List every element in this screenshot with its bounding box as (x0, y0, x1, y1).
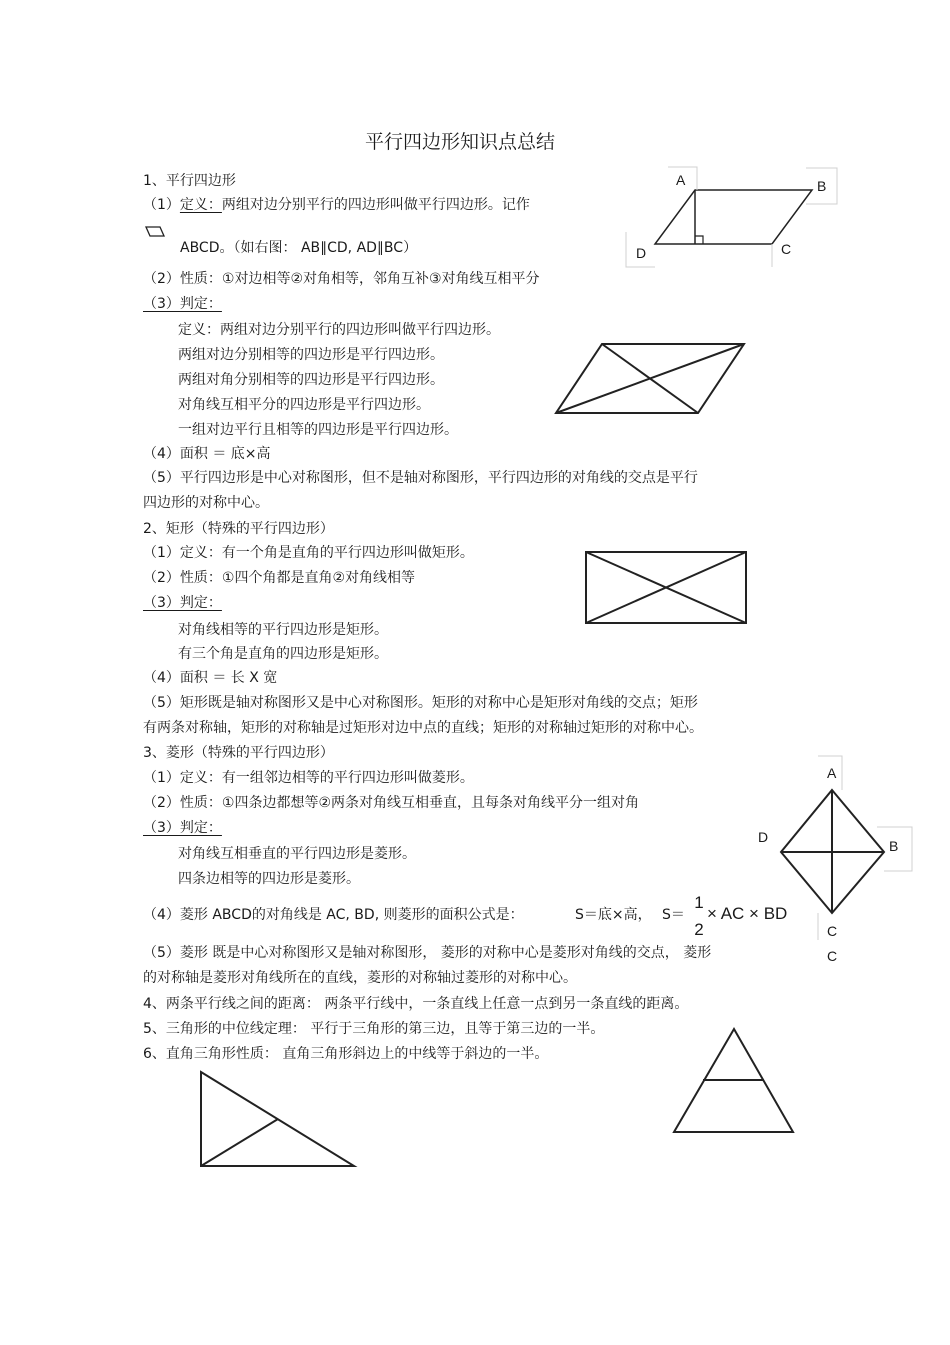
s1-def-text: 两组对边分别平行的四边形叫做平行四边形。记作 (221, 197, 530, 213)
s1-judge-1: 定义：两组对边分别平行的四边形叫做平行四边形。 (178, 322, 500, 338)
s1-judge-label: （3）判定： (143, 296, 222, 312)
s3-property: （2）性质：①四条边都想等②两条对角线互相垂直，且每条对角线平分一组对角 (143, 795, 640, 811)
s3-area-formula-tail: × AC × BD (707, 904, 788, 923)
s1-definition (143, 196, 530, 214)
s3-area-formula-1: S＝底×高， (575, 907, 652, 923)
s2-symmetry-line-1: （5）矩形既是轴对称图形又是中心对称图形。矩形的对称中心是矩形对角线的交点；矩形 (143, 695, 698, 711)
fig4-label-b: B (889, 838, 899, 854)
parallelogram-diagonals-figure (556, 344, 744, 413)
section-2-heading: 2、矩形（特殊的平行四边形） (143, 521, 334, 537)
section-6: 6、直角三角形性质： 直角三角形斜边上的中线等于斜边的一半。 (143, 1046, 549, 1062)
s1-judge-5: 一组对边平行且相等的四边形是平行四边形。 (178, 422, 458, 438)
section-3-heading: 3、菱形（特殊的平行四边形） (143, 745, 334, 761)
s2-symmetry-line-2: 有两条对称轴，矩形的对称轴是过矩形对边中点的直线；矩形的对称轴过矩形的对称中心。 (143, 720, 703, 736)
fraction-numerator: 1 (694, 893, 704, 912)
fig4-label-a: A (827, 765, 837, 781)
fig4-label-c2: C (827, 948, 838, 964)
s2-judge-1: 对角线相等的平行四边形是矩形。 (178, 622, 388, 638)
s1-judge-4: 对角线互相平分的四边形是平行四边形。 (178, 397, 430, 413)
s1-def-prefix: （1） (143, 197, 180, 213)
section-5: 5、三角形的中位线定理： 平行于三角形的第三边，且等于第三边的一半。 (143, 1021, 605, 1037)
s1-property: （2）性质：①对边相等②对角相等，邻角互补③对角线互相平分 (143, 271, 540, 287)
parallelogram-abcd-figure (626, 167, 837, 267)
fig1-label-d: D (636, 245, 647, 261)
fraction-denominator: 2 (694, 920, 704, 939)
fig4-label-c: C (827, 923, 838, 939)
s1-symmetry-line-2: 四边形的对称中心。 (143, 495, 269, 511)
s2-area: （4）面积 ＝ 长 X 宽 (143, 670, 278, 686)
s3-judge-1: 对角线互相垂直的平行四边形是菱形。 (178, 846, 416, 862)
s1-symmetry-line-1: （5）平行四边形是中心对称图形，但不是轴对称图形，平行四边形的对角线的交点是平行 (143, 470, 698, 486)
fig1-label-c: C (781, 241, 792, 257)
s1-judge-2: 两组对边分别相等的四边形是平行四边形。 (178, 347, 444, 363)
s3-judge-2: 四条边相等的四边形是菱形。 (178, 871, 360, 887)
section-1-heading: 1、平行四边形 (143, 173, 236, 189)
page-title: 平行四边形知识点总结 (365, 131, 556, 153)
right-triangle-median-figure (201, 1072, 354, 1166)
s3-symmetry-line-1: （5）菱形 既是中心对称图形又是轴对称图形， 菱形的对称中心是菱形对角线的交点， 菱形 (143, 945, 712, 961)
section-4: 4、两条平行线之间的距离： 两条平行线中，一条直线上任意一点到另一条直线的距离。 (143, 996, 689, 1012)
s2-property: （2）性质：①四个角都是直角②对角线相等 (143, 570, 416, 586)
fig1-label-b: B (817, 178, 827, 194)
triangle-midline-figure (674, 1029, 793, 1132)
s3-definition: （1）定义：有一组邻边相等的平行四边形叫做菱形。 (143, 770, 474, 786)
s2-judge-label: （3）判定： (143, 595, 222, 611)
s1-area: （4）面积 ＝ 底×高 (143, 446, 271, 462)
s3-area-formula-2: S＝ (662, 907, 685, 923)
s1-judge-3: 两组对角分别相等的四边形是平行四边形。 (178, 372, 444, 388)
s3-judge-label: （3）判定： (143, 820, 222, 836)
s2-judge-2: 有三个角是直角的四边形是矩形。 (178, 646, 388, 662)
s1-def-label: 定义： (179, 197, 222, 213)
rectangle-diagonals-figure (586, 552, 746, 623)
fig1-label-a: A (676, 172, 686, 188)
fig4-label-d: D (758, 829, 769, 845)
s3-symmetry-line-2: 的对称轴是菱形对角线所在的直线，菱形的对称轴过菱形的对称中心。 (143, 970, 577, 986)
s2-definition: （1）定义：有一个角是直角的平行四边形叫做矩形。 (143, 545, 474, 561)
s1-def-note: ABCD。（如右图： AB∥CD, AD∥BC） (180, 240, 418, 256)
s3-area-text: （4）菱形 ABCD的对角线是 AC, BD, 则菱形的面积公式是： (143, 907, 524, 923)
